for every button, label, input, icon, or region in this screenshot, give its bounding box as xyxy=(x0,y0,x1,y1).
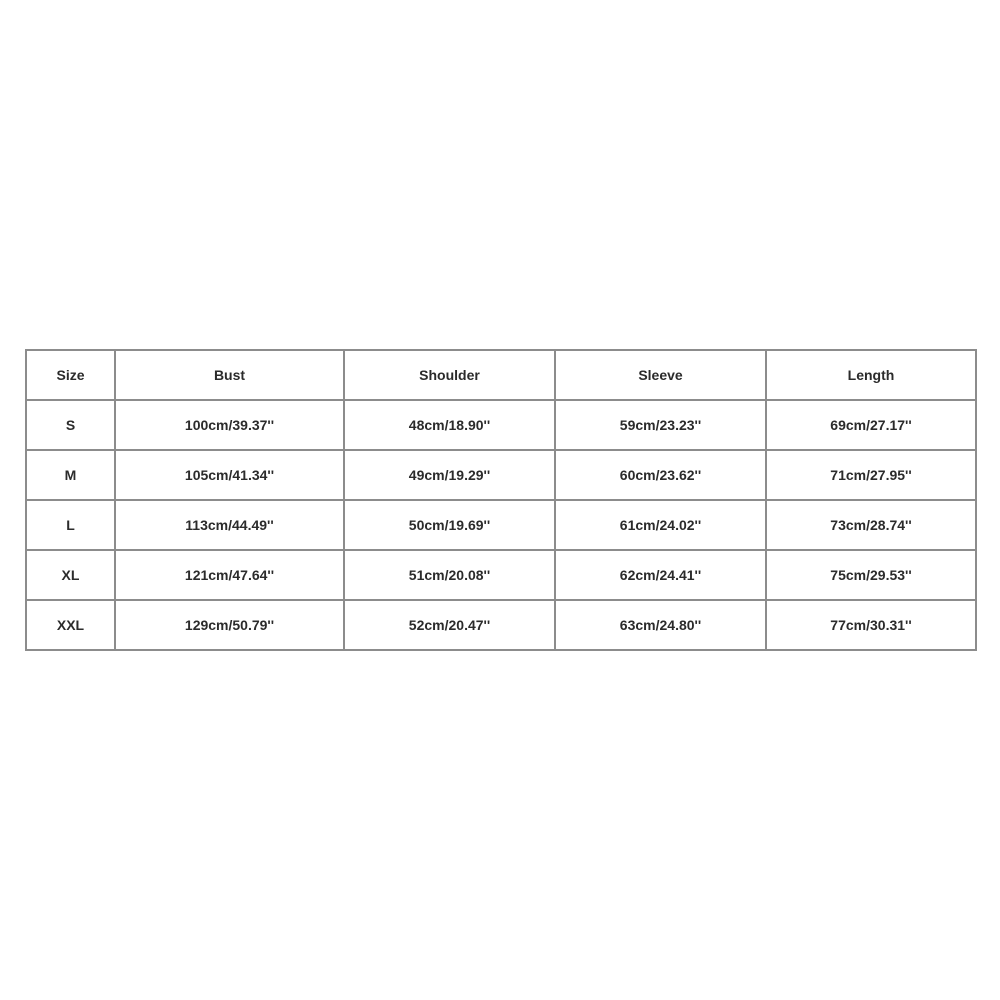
cell-sleeve: 60cm/23.62'' xyxy=(555,450,766,500)
cell-bust: 113cm/44.49'' xyxy=(115,500,344,550)
header-length: Length xyxy=(766,350,976,400)
cell-length: 71cm/27.95'' xyxy=(766,450,976,500)
cell-length: 69cm/27.17'' xyxy=(766,400,976,450)
table-row xyxy=(26,500,976,550)
cell-size: XL xyxy=(26,550,115,600)
cell-shoulder: 52cm/20.47'' xyxy=(344,600,555,650)
cell-shoulder: 50cm/19.69'' xyxy=(344,500,555,550)
table-row xyxy=(26,400,976,450)
cell-size: S xyxy=(26,400,115,450)
header-size: Size xyxy=(26,350,115,400)
header-shoulder: Shoulder xyxy=(344,350,555,400)
cell-size: M xyxy=(26,450,115,500)
cell-length: 75cm/29.53'' xyxy=(766,550,976,600)
cell-sleeve: 59cm/23.23'' xyxy=(555,400,766,450)
cell-length: 73cm/28.74'' xyxy=(766,500,976,550)
cell-shoulder: 49cm/19.29'' xyxy=(344,450,555,500)
table-header-row xyxy=(26,350,976,400)
header-sleeve: Sleeve xyxy=(555,350,766,400)
table-row xyxy=(26,450,976,500)
header-bust: Bust xyxy=(115,350,344,400)
cell-sleeve: 63cm/24.80'' xyxy=(555,600,766,650)
cell-sleeve: 61cm/24.02'' xyxy=(555,500,766,550)
cell-shoulder: 48cm/18.90'' xyxy=(344,400,555,450)
cell-shoulder: 51cm/20.08'' xyxy=(344,550,555,600)
cell-bust: 121cm/47.64'' xyxy=(115,550,344,600)
size-chart-table xyxy=(25,349,977,651)
cell-length: 77cm/30.31'' xyxy=(766,600,976,650)
cell-sleeve: 62cm/24.41'' xyxy=(555,550,766,600)
cell-bust: 129cm/50.79'' xyxy=(115,600,344,650)
table-row xyxy=(26,550,976,600)
cell-size: XXL xyxy=(26,600,115,650)
table-row xyxy=(26,600,976,650)
cell-bust: 105cm/41.34'' xyxy=(115,450,344,500)
cell-bust: 100cm/39.37'' xyxy=(115,400,344,450)
cell-size: L xyxy=(26,500,115,550)
